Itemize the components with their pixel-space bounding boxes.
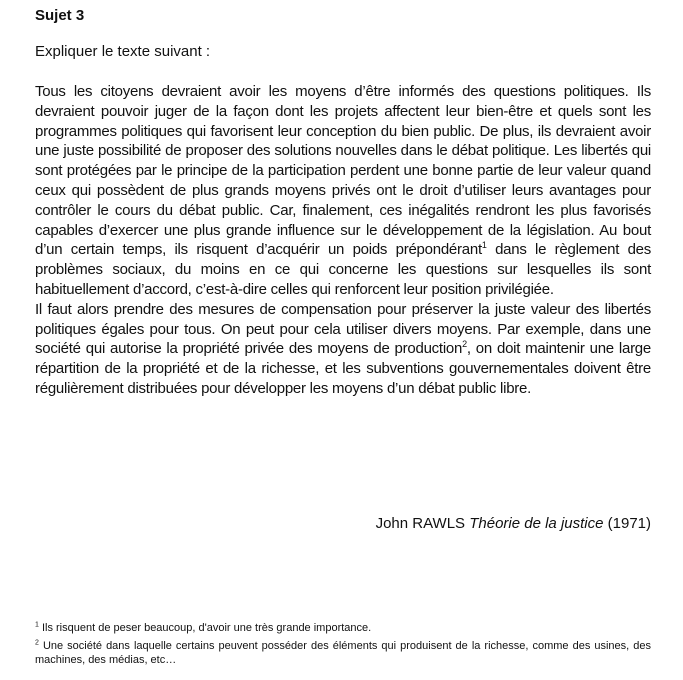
text-excerpt [35,82,651,399]
page-title: Sujet 3 [35,7,85,24]
paragraph-2 [35,300,651,399]
author-name: John RAWLS [375,515,466,532]
paragraph-2-part-1: Il faut alors prendre des mesures de compensation pour préserver la juste valeur des libertés politiques égales pour tous. On peut pour cela utiliser divers moyens. Par exemple, dans une société qui autorise la propriété privée des moyens de production [35,300,651,358]
paragraph-2-part-2: , on doit maintenir une large répartition de la propriété et de la richesse, et les subventions gouvernementales doivent être régulièrement distribuées pour développer les moyens d’un débat public libre. [35,340,651,397]
paragraph-1-part-1: Tous les citoyens devraient avoir les moyens d’être informés des questions politiques. Ils devraient pouvoir juger de la façon dont les projets affectent leur bien-être et quels sont les programmes politiques qui favorisent leur conception du bien public. De plus, ils devraient avoir une juste possibilité de proposer des solutions nouvelles dans le débat politique. Les libertés qui sont protégées par le principe de la participation perdent une bonne partie de leur valeur quand ceux qui possèdent de plus grands moyens privés ont le droit d’utiliser leurs avantages pour contrôler le cours du débat public. Car, finalement, ces inégalités rendront les plus favorisés capables d’exercer une plus grande influence sur le développement de la législation. Au bout d’un certain temps, ils risquent d’acquérir un poids prépondérant [35,83,651,259]
attribution [376,514,651,534]
paragraph-1-part-2: dans le règlement des problèmes sociaux, du moins en ce qui concerne les questions sur lesquelles ils sont habituellement d’accord, c’est-à-dire celles qui renforcent leur position privilégiée. [35,241,651,298]
footnote-1 [35,621,651,635]
instruction-text: Expliquer le texte suivant : [35,43,211,60]
footnote-1-mark: 1 [35,621,39,629]
footnote-2-text: Une société dans laquelle certains peuvent posséder des éléments qui produisent de la richesse, comme des usines, des machines, des médias, etc… [35,640,651,666]
footnote-ref-1: 1 [481,240,487,251]
footnote-1-text: Ils risquent de peser beaucoup, d'avoir une très grande importance. [38,622,372,634]
paragraph-1 [35,82,651,300]
work-title: Théorie de la justice [469,515,604,532]
publication-year: (1971) [607,515,651,532]
footnote-2 [35,639,651,667]
footnotes [35,621,651,671]
footnote-2-mark: 2 [35,639,39,647]
footnote-ref-2: 2 [462,339,467,350]
